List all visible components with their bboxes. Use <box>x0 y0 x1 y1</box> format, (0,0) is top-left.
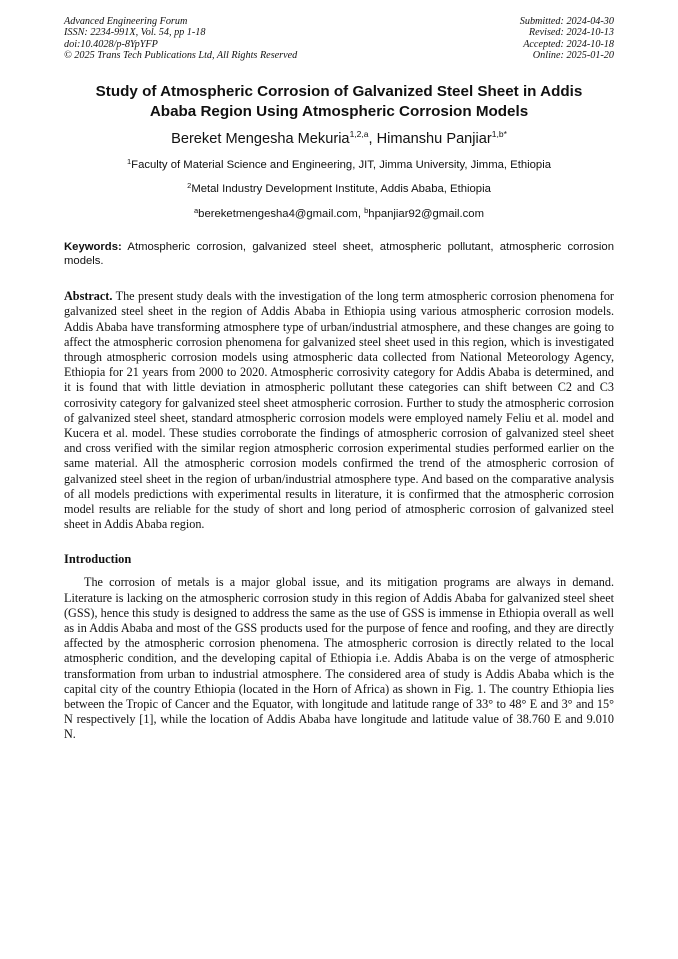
publication-dates <box>520 16 614 61</box>
paper-page <box>64 16 614 743</box>
author-affiliation-marker: 1,b* <box>491 129 507 140</box>
submitted-date: Submitted: 2024-04-30 <box>519 16 614 27</box>
journal-copyright: © 2025 Trans Tech Publications Ltd, All Rights Reserved <box>64 49 298 61</box>
abstract-section <box>64 289 614 532</box>
author-name: Bereket Mengesha Mekuria <box>171 131 350 148</box>
affiliation-marker: 2 <box>187 181 192 191</box>
abstract-label: Abstract. <box>64 289 113 304</box>
email-marker: a <box>193 206 199 216</box>
online-date: Online: 2025-01-20 <box>532 49 614 61</box>
author-separator: , <box>368 131 377 148</box>
affiliation-2 <box>64 179 614 196</box>
section-heading: Introduction <box>64 552 132 567</box>
author-name: Himanshu Panjiar <box>376 131 492 148</box>
affiliation-text: Metal Industry Development Institute, Addis Ababa, Ethiopia <box>191 183 491 196</box>
author-list <box>64 125 614 148</box>
email-marker: b <box>364 206 369 216</box>
journal-doi: doi:10.4028/p-8YpYFP <box>64 38 158 50</box>
affiliation-marker: 1 <box>127 157 132 167</box>
email-link[interactable]: bereketmengesha4@gmail.com <box>198 208 358 221</box>
revised-date: Revised: 2024-10-13 <box>528 27 614 39</box>
affiliation-text: Faculty of Material Science and Engineering, JIT, Jimma University, Jimma, Ethiopia <box>131 159 551 172</box>
abstract-text: The present study deals with the investigation of the long term atmospheric corrosion phenomena for galvanized steel sheet in the region of Addis Ababa in Ethiopia using various atmospheric corrosion models. Addis Ababa have transforming atmosphere type of urban/industrial atmosphere, and these changes are going to affect the atmospheric corrosion phenomena for galvanized steel sheet used in this region, which is investigated through atmospheric corrosion models using atmospheric data collected from National Meteorology Agency, Ethiopia for 21 years from 2000 to 2020. Atmospheric corrosivity category for Addis Ababa is determined, and it is found that with little deviation in atmospheric pollutant these categories can shift between C2 and C3 corrosivity category for galvanized steel sheet atmospheric corrosion. Further to study the atmospheric corrosion of galvanized steel sheet, standard atmospheric corrosion models were employed namely Feliu et al. model and Kucera et al. model. These studies corroborate the findings of atmospheric corrosion of galvanized steel sheet and cross verified with the similar region atmospheric corrosion experimental studies performed earlier on the same material. All the atmospheric corrosion models confirmed the trend of the atmospheric corrosion of galvanized steel sheet in the region of urban/industrial atmosphere type. And based on the comparative analysis of all models predictions with experimental results in literature, it is confirmed that the atmospheric corrosion model results are reliable for the study of short and long period of atmospheric corrosion of galvanized steel sheet in Addis Ababa region. <box>64 289 614 532</box>
accepted-date: Accepted: 2024-10-18 <box>523 38 614 50</box>
email-separator: , <box>357 208 365 221</box>
keywords-text: Atmospheric corrosion, galvanized steel sheet, atmospheric pollutant, atmospheric corrosion models. <box>64 241 614 268</box>
author-affiliation-marker: 1,2,a <box>349 129 369 140</box>
email-link[interactable]: hpanjiar92@gmail.com <box>368 208 484 221</box>
keywords-label: Keywords: <box>64 241 122 254</box>
introduction-paragraph: The corrosion of metals is a major global issue, and its mitigation programs are always in demand. Literature is lacking on the atmospheric corrosion study in this region of Addis Ababa for galvanized steel sheet (GSS), hence this study is designed to address the same as the use of GSS is immense in Ethiopia overall as well as in Addis Ababa and most of the GSS products used for the purpose of fence and roofing, and they are directly affected by the atmospheric corrosion phenomena. The atmospheric corrosion is directly related to the local atmospheric condition, and the developing capital of Ethiopia i.e. Addis Ababa is on the verge of atmospheric transformation from urban to industrial atmosphere. The considered area of study is Addis Ababa which is the capital city of the country Ethiopia (located in the Horn of Africa) as shown in Fig. 1. The country Ethiopia lies between the Tropic of Cancer and the Equator, with longitude and latitude range of 33° to 48° E and 3° and 15° N respectively [1], while the location of Addis Ababa have longitude and latitude value of 38.760 E and 9.010 N. <box>64 575 614 742</box>
author-emails <box>64 204 614 221</box>
journal-header <box>64 16 614 61</box>
journal-info <box>64 16 297 61</box>
paper-title: Study of Atmospheric Corrosion of Galvanized Steel Sheet in Addis Ababa Region Using Atmospheric Corrosion Models <box>95 83 583 120</box>
affiliation-1 <box>64 155 614 172</box>
journal-issn: ISSN: 2234-991X, Vol. 54, pp 1-18 <box>64 27 206 39</box>
keywords-section <box>64 240 614 268</box>
journal-name: Advanced Engineering Forum <box>64 16 188 27</box>
